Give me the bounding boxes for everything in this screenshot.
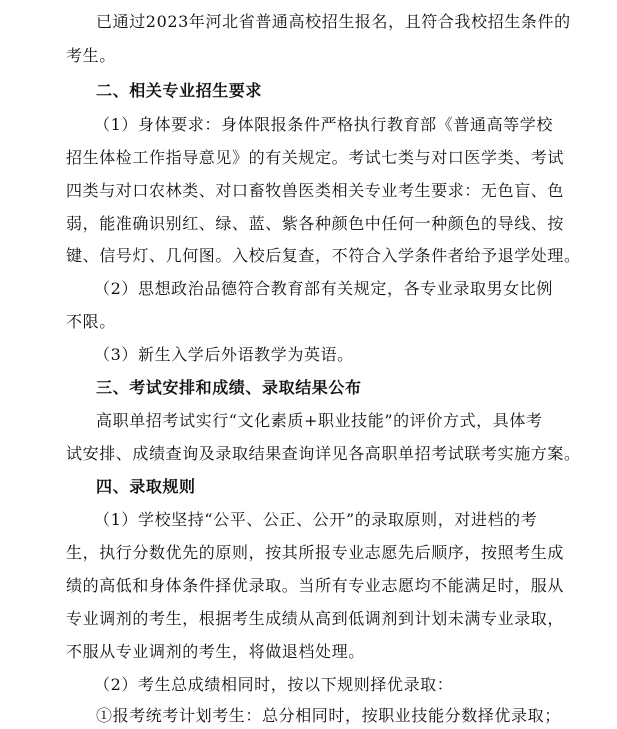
document-page: 已通过2023年河北省普通高校招生报名，且符合我校招生条件的 考生。 二、相关专业招生要求 （1）身体要求：身体限报条件严格执行教育部《普通高等学校 招生体检工作指导意见》的有关规定。考试七类与对口医学类、考试 四类与对口农林类、对口畜牧兽医类相关专业考生要求：无色盲、色 弱，能准确识别红、绿、蓝、紫各种颜色中任何一种颜色的导线、按 键、信号灯、几何图。入校后复查，不符合入学条件者给予退学处理。 （2）思想政治品德符合教育部有关规定，各专业录取男女比例 不限。 （3）新生入学后外语教学为英语。 三、考试安排和成绩、录取结果公布 高职单招考试实行“文化素质+职业技能”的评价方式，具体考 试安排、成绩查询及录取结果查询详见各高职单招考试联考实施方案。 四、录取规则 （1）学校坚持“公平、公正、公开”的录取原则，对进档的考 生，执行分数优先的原则，按其所报专业志愿先后顺序，按照考生成 绩的高低和身体条件择优录取。当所有专业志愿均不能满足时，服从 专业调剂的考生，根据考生成绩从高到低调剂到计划未满专业录取， 不服从专业调剂的考生，将做退档处理。 （2）考生总成绩相同时，按以下规则择优录取： ①报考统考计划考生：总分相同时，按职业技能分数择优录取； — [66, 12, 581, 725]
